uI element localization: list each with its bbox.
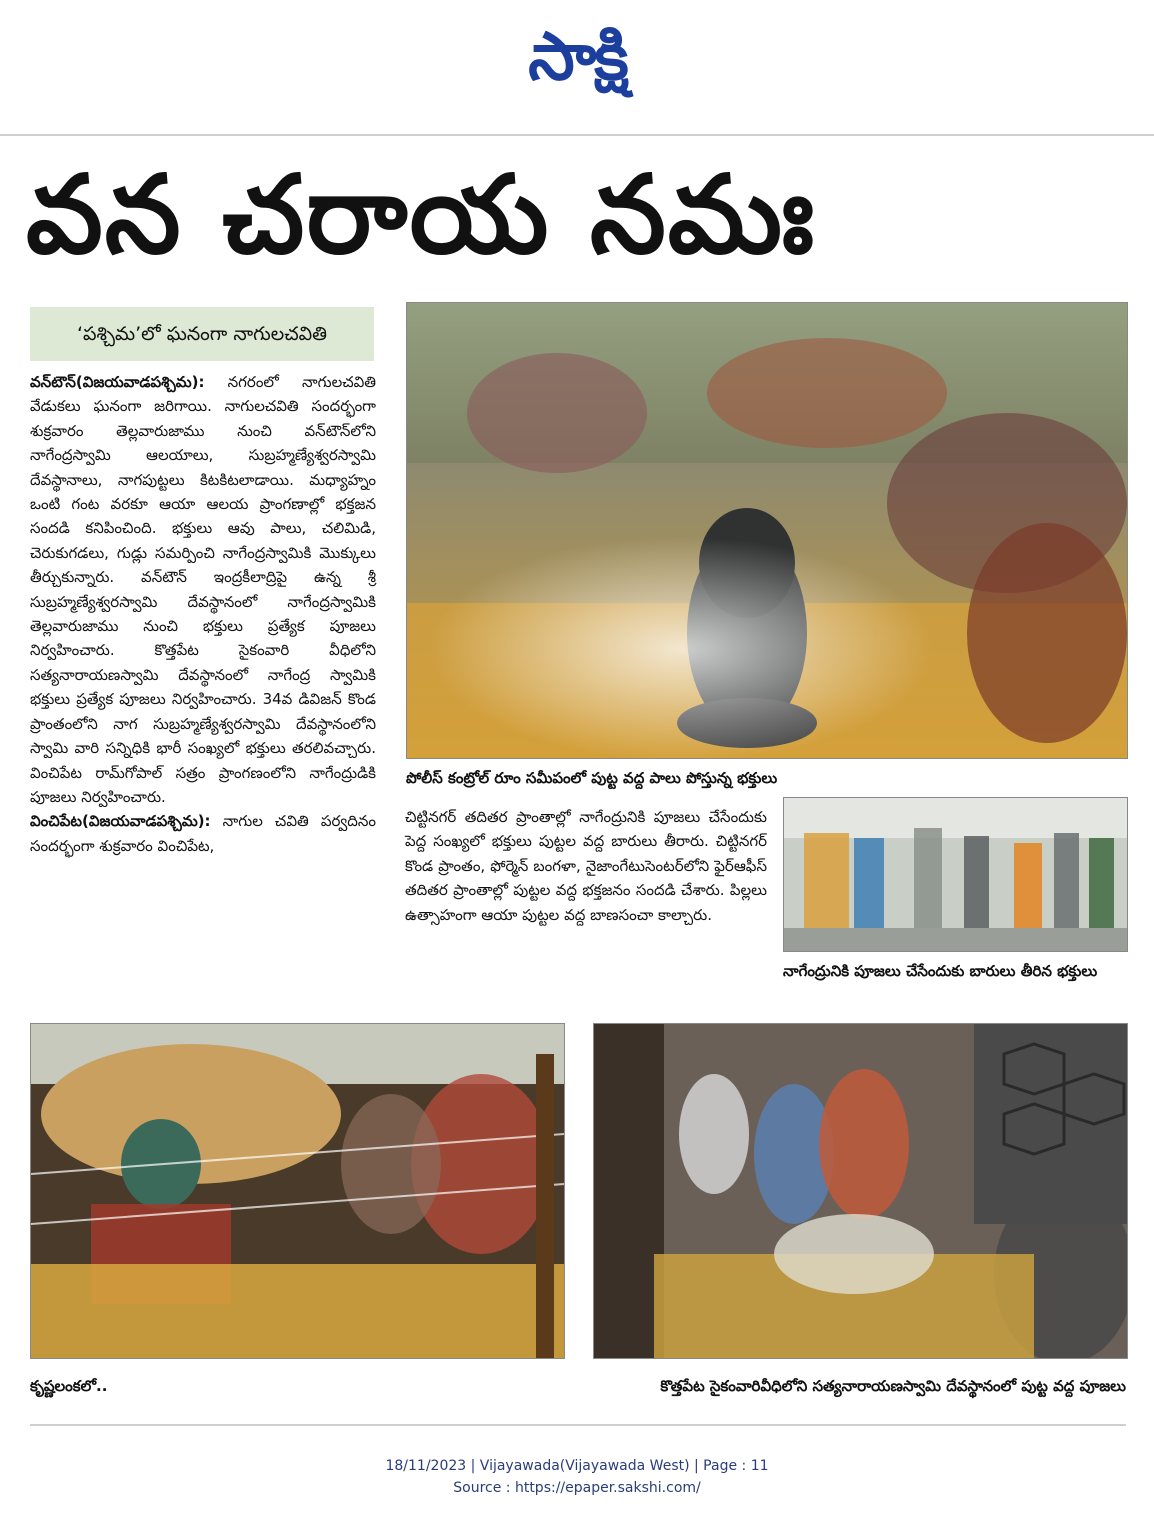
photo-kothapeta-temple [593,1023,1128,1359]
photo-image [594,1024,1127,1358]
masthead [0,0,1154,110]
caption-photo1: పోలీస్‌ కంట్రోల్‌ రూం సమీపంలో పుట్ట వద్ద పాలు పోస్తున్న భక్తులు [406,769,778,787]
photo-image [31,1024,564,1358]
article-column-left [30,370,376,858]
article-paragraph: నగరంలో నాగులచవితి వేడుకలు ఘనంగా జరిగాయి. నాగులచవితి సందర్భంగా శుక్రవారం తెల్లవారుజాము నుంచి వన్‌టౌన్‌లోని నాగేంద్రస్వామి ఆలయాలు, సుబ్రహ్మణ్యేశ్వరస్వామి దేవస్థానాలు, నాగపుట్టలు కిటకిటలాడాయి. మధ్యాహ్నం ఒంటి గంట వరకూ ఆయా ఆలయ ప్రాంగణాల్లో భక్తజన సందడి కనిపించింది. భక్తులు ఆవు పాలు, చలిమిడి, చెరుకుగడలు, గుడ్లు సమర్పించి నాగేంద్రస్వామికి మొక్కులు తీర్చుకున్నారు. వన్‌టౌన్‌ ఇంద్రకీలాద్రిపై ఉన్న శ్రీ సుబ్రహ్మణ్యేశ్వరస్వామి దేవస్థానంలో నాగేంద్రస్వామికి తెల్లవారుజాము నుంచి భక్తులు ప్రత్యేక పూజలు నిర్వహించారు. కొత్తపేట సైకంవారి వీధిలోని సత్యనారాయణస్వామి దేవస్థానంలో నాగేంద్ర స్వామికి భక్తులు ప్రత్యేక పూజలు నిర్వహించారు. 34వ డివిజన్‌ కొండ ప్రాంతంలోని నాగ సుబ్రహ్మణ్యేశ్వరస్వామి దేవస్థానంలోని స్వామి వారి సన్నిధికి భారీ సంఖ్యలో భక్తులు తరలివచ్చారు. వించిపేట రామ్‌గోపాల్‌ సత్రం ప్రాంగణంలోని నాగేంద్రుడికి పూజలు నిర్వహించారు. [30,373,376,806]
subheadline: ‘పశ్చిమ’లో ఘనంగా నాగులచవితి [30,307,374,361]
dateline: వించిపేట(విజయవాడపశ్చిమ): [30,812,211,831]
footer-edition-info: 18/11/2023 | Vijayawada(Vijayawada West) | Page : 11 [385,1458,769,1474]
photo-devotees-queue [783,797,1128,952]
logo-text: సాక్షి [528,18,627,95]
caption-photo3: కృష్ణలంకలో.. [30,1377,108,1395]
footer-source-link[interactable]: Source : https://epaper.sakshi.com/ [453,1480,701,1496]
article-paragraph: చిట్టినగర్‌ తదితర ప్రాంతాల్లో నాగేంద్రునికి పూజలు చేసేందుకు పెద్ద సంఖ్యలో భక్తులు పుట్టల వద్ద బారులు తీరారు. చిట్టినగర్‌ కొండ ప్రాంతం, ఫోర్మెన్‌ బంగళా, నైజాంగేటుసెంటర్‌లోని ఫైర్‌ఆఫీస్‌ తదితర ప్రాంతాల్లో పుట్టల వద్ద భక్తజనం సందడి చేశారు. పిల్లలు ఉత్సాహంగా ఆయా పుట్టల వద్ద బాణసంచా కాల్చారు. [405,808,767,924]
footer [0,1455,1154,1499]
bottom-divider [30,1424,1126,1426]
headline: వన చరాయ నమః [26,153,817,278]
photo-krishnalanka [30,1023,565,1359]
photo-image [407,303,1127,758]
photo-devotees-pouring-milk [406,302,1128,759]
top-divider [0,134,1154,136]
caption-photo4: కొత్తపేట సైకంవారివీధిలోని సత్యనారాయణస్వామి దేవస్థానంలో పుట్ట వద్ద పూజలు [660,1377,1126,1395]
sakshi-logo[interactable] [470,14,685,100]
article-column-middle [405,805,767,927]
dateline: వన్‌టౌన్‌(విజయవాడపశ్చిమ): [30,373,205,391]
caption-photo2: నాగేంద్రునికి పూజలు చేసేందుకు బారులు తీరిన భక్తులు [783,962,1098,980]
photo-image [784,798,1127,951]
article-paragraph: నాగుల చవితి పర్వదినం సందర్భంగా శుక్రవారం వించిపేట, [30,812,376,855]
